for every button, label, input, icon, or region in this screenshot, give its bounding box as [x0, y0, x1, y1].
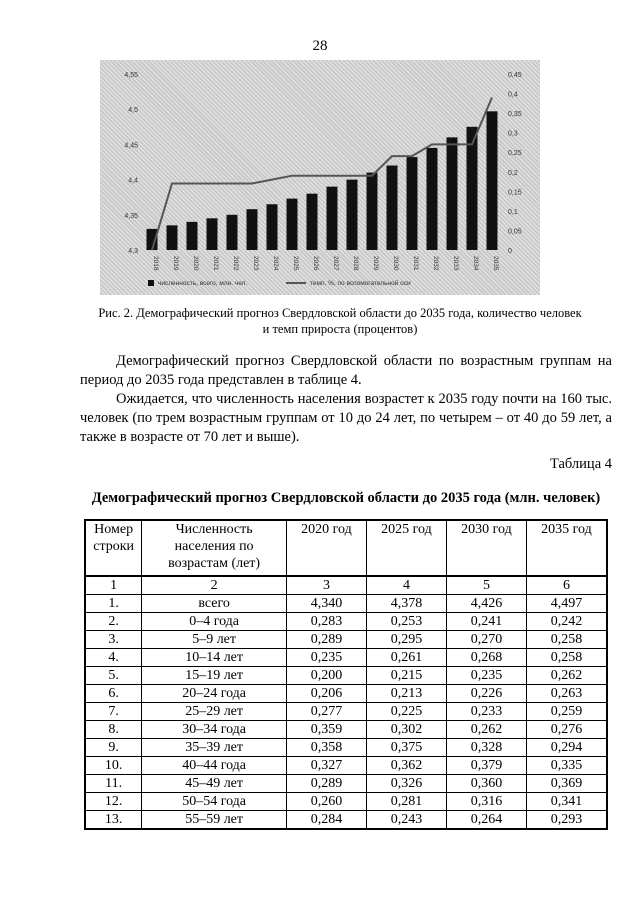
table-cell: 4,340 [286, 595, 366, 613]
chart-bar [347, 180, 358, 250]
table-cell: 25–29 лет [142, 703, 287, 721]
table-row [85, 775, 607, 793]
table-cell: 7. [85, 703, 142, 721]
table-label: Таблица 4 [549, 456, 612, 472]
table-cell: 50–54 года [142, 793, 287, 811]
figure-caption [80, 305, 600, 337]
x-tick-label: 2026 [312, 256, 319, 271]
table-cell: 0,293 [526, 811, 607, 830]
right-axis-tick: 0,25 [508, 150, 522, 158]
left-axis-tick: 4,45 [124, 142, 138, 150]
table-cell: 0,284 [286, 811, 366, 830]
table-cell: 0,268 [446, 649, 526, 667]
table-cell: всего [142, 595, 287, 613]
table-cell: 15–19 лет [142, 667, 287, 685]
table-cell: 0,233 [446, 703, 526, 721]
chart-svg [100, 60, 540, 295]
table-cell: 0,341 [526, 793, 607, 811]
table-cell: 0,253 [366, 613, 446, 631]
chart-bar [167, 225, 178, 250]
chart-bar [287, 199, 298, 250]
table-row [85, 631, 607, 649]
x-tick-label: 2027 [332, 256, 339, 271]
table-row [85, 595, 607, 613]
table-cell: 0,283 [286, 613, 366, 631]
x-tick-label: 2020 [192, 256, 199, 271]
table-cell: 10. [85, 757, 142, 775]
table-cell: 11. [85, 775, 142, 793]
col-number-4: 4 [366, 576, 446, 595]
header-2035: 2035 год [526, 520, 607, 576]
table-cell: 0,270 [446, 631, 526, 649]
paragraph-1-text: Демографический прогноз Свердловской области по возрастным группам на период до 2035 года представлен в таблице 4. [80, 353, 612, 388]
table-cell: 0,206 [286, 685, 366, 703]
paragraph-1 [80, 352, 612, 390]
table-cell: 0,326 [366, 775, 446, 793]
x-tick-label: 2021 [212, 256, 219, 271]
right-axis-tick: 0,1 [508, 208, 518, 216]
table-cell: 0,262 [446, 721, 526, 739]
table-cell: 8. [85, 721, 142, 739]
table-cell: 0,263 [526, 685, 607, 703]
table-row [85, 685, 607, 703]
left-axis-tick: 4,3 [128, 248, 138, 255]
right-axis-tick: 0,35 [508, 111, 522, 119]
table-cell: 0,369 [526, 775, 607, 793]
table-cell: 0,200 [286, 667, 366, 685]
table-column-numbers [85, 576, 607, 595]
header-2020: 2020 год [286, 520, 366, 576]
demographic-table [84, 519, 608, 830]
col-number-2: 2 [142, 576, 287, 595]
table-cell: 0,360 [446, 775, 526, 793]
table-row [85, 757, 607, 775]
table-cell: 0–4 года [142, 613, 287, 631]
table-row [85, 703, 607, 721]
chart-bar [267, 204, 278, 250]
table-row [85, 811, 607, 830]
chart-bar [227, 215, 238, 250]
table-cell: 0,262 [526, 667, 607, 685]
chart-bar [487, 111, 498, 250]
table-cell: 0,289 [286, 775, 366, 793]
chart-bar [387, 166, 398, 250]
table-cell: 0,358 [286, 739, 366, 757]
paragraph-2-text: Ожидается, что численность населения возрастет к 2035 году почти на 160 тыс. человек (по трем возрастным группам от 10 до 24 лет, по четырем – от 40 до 59 лет, а также в возрасте от 70 лет и выше). [80, 391, 612, 445]
table-cell: 0,327 [286, 757, 366, 775]
table-cell: 0,260 [286, 793, 366, 811]
population-chart [100, 60, 540, 295]
table-cell: 0,258 [526, 649, 607, 667]
chart-bar [327, 187, 338, 250]
table-cell: 0,277 [286, 703, 366, 721]
chart-bar [247, 209, 258, 250]
x-tick-label: 2035 [492, 256, 499, 271]
table-title: Демографический прогноз Свердловской области до 2035 года (млн. человек) [91, 490, 601, 506]
table-cell: 0,302 [366, 721, 446, 739]
x-tick-label: 2022 [232, 256, 239, 271]
table-cell: 0,281 [366, 793, 446, 811]
table-cell: 0,276 [526, 721, 607, 739]
left-axis-tick: 4,5 [128, 107, 138, 115]
table-cell: 0,289 [286, 631, 366, 649]
table-cell: 0,259 [526, 703, 607, 721]
table-cell: 0,241 [446, 613, 526, 631]
chart-bar [407, 157, 418, 250]
x-tick-label: 2024 [272, 256, 279, 271]
table-cell: 0,294 [526, 739, 607, 757]
table-cell: 13. [85, 811, 142, 830]
table-cell: 0,225 [366, 703, 446, 721]
chart-line-series [152, 98, 492, 251]
table-cell: 45–49 лет [142, 775, 287, 793]
table-cell: 55–59 лет [142, 811, 287, 830]
table-body [85, 520, 607, 829]
table-cell: 0,261 [366, 649, 446, 667]
table-cell: 3. [85, 631, 142, 649]
table-cell: 0,362 [366, 757, 446, 775]
header-age-group: Численность населения по возрастам (лет) [142, 520, 287, 576]
col-number-3: 3 [286, 576, 366, 595]
table-cell: 4,378 [366, 595, 446, 613]
table-cell: 0,242 [526, 613, 607, 631]
table-cell: 30–34 года [142, 721, 287, 739]
x-tick-label: 2033 [452, 256, 459, 271]
right-axis-tick: 0,2 [508, 169, 518, 177]
table-cell: 0,379 [446, 757, 526, 775]
caption-line-1: Рис. 2. Демографический прогноз Свердловской области до 2035 года, количество человек [98, 306, 582, 320]
x-tick-label: 2030 [392, 256, 399, 271]
right-axis-tick: 0,45 [508, 72, 522, 79]
table-cell: 0,359 [286, 721, 366, 739]
right-axis-tick: 0,05 [508, 228, 522, 236]
table-row [85, 739, 607, 757]
table-cell: 6. [85, 685, 142, 703]
legend-bar-label: численность, всего, млн. чел. [158, 280, 248, 287]
x-tick-label: 2023 [252, 256, 259, 271]
table-cell: 4. [85, 649, 142, 667]
table-cell: 5–9 лет [142, 631, 287, 649]
table-cell: 0,213 [366, 685, 446, 703]
table-row [85, 793, 607, 811]
col-number-5: 5 [446, 576, 526, 595]
x-tick-label: 2034 [472, 256, 479, 271]
table-cell: 0,295 [366, 631, 446, 649]
table-cell: 0,258 [526, 631, 607, 649]
chart-bar [427, 148, 438, 250]
table-cell: 4,426 [446, 595, 526, 613]
x-tick-label: 2025 [292, 256, 299, 271]
x-tick-label: 2031 [412, 256, 419, 271]
x-tick-label: 2029 [372, 256, 379, 271]
col-number-6: 6 [526, 576, 607, 595]
table-cell: 35–39 лет [142, 739, 287, 757]
table-header-row [85, 520, 607, 576]
left-axis-tick: 4,35 [124, 212, 138, 220]
x-tick-label: 2019 [172, 256, 179, 271]
table-cell: 10–14 лет [142, 649, 287, 667]
x-tick-label: 2018 [152, 256, 159, 271]
legend-bar-swatch [148, 280, 154, 286]
header-2030: 2030 год [446, 520, 526, 576]
table-cell: 0,215 [366, 667, 446, 685]
table-cell: 0,335 [526, 757, 607, 775]
table-row [85, 613, 607, 631]
table-cell: 0,226 [446, 685, 526, 703]
table-cell: 9. [85, 739, 142, 757]
right-axis-tick: 0 [508, 248, 512, 255]
table-cell: 40–44 года [142, 757, 287, 775]
table-cell: 5. [85, 667, 142, 685]
header-row-number: Номер строки [85, 520, 142, 576]
chart-bar [307, 194, 318, 250]
table-row [85, 721, 607, 739]
table-cell: 0,243 [366, 811, 446, 830]
table-cell: 0,235 [286, 649, 366, 667]
x-tick-label: 2028 [352, 256, 359, 271]
chart-bar [447, 137, 458, 250]
table-cell: 0,328 [446, 739, 526, 757]
header-2025: 2025 год [366, 520, 446, 576]
table-cell: 20–24 года [142, 685, 287, 703]
chart-bar [207, 218, 218, 250]
chart-bar [367, 173, 378, 250]
page-number: 28 [312, 38, 328, 54]
table-row [85, 649, 607, 667]
table-cell: 0,264 [446, 811, 526, 830]
table-row [85, 667, 607, 685]
left-axis-tick: 4,4 [128, 177, 138, 185]
right-axis-tick: 0,4 [508, 91, 518, 99]
table-cell: 1. [85, 595, 142, 613]
table-cell: 12. [85, 793, 142, 811]
table-cell: 2. [85, 613, 142, 631]
right-axis-tick: 0,15 [508, 189, 522, 197]
caption-line-2: и темп прироста (процентов) [262, 322, 418, 336]
table-cell: 4,497 [526, 595, 607, 613]
chart-bar [187, 222, 198, 250]
table-cell: 0,316 [446, 793, 526, 811]
table-cell: 0,235 [446, 667, 526, 685]
right-axis-tick: 0,3 [508, 130, 518, 138]
legend-line-label: темп, %, по вспомогательной оси [310, 280, 411, 287]
left-axis-tick: 4,55 [124, 72, 138, 79]
col-number-1: 1 [85, 576, 142, 595]
paragraph-2 [80, 390, 612, 447]
x-tick-label: 2032 [432, 256, 439, 271]
table-cell: 0,375 [366, 739, 446, 757]
